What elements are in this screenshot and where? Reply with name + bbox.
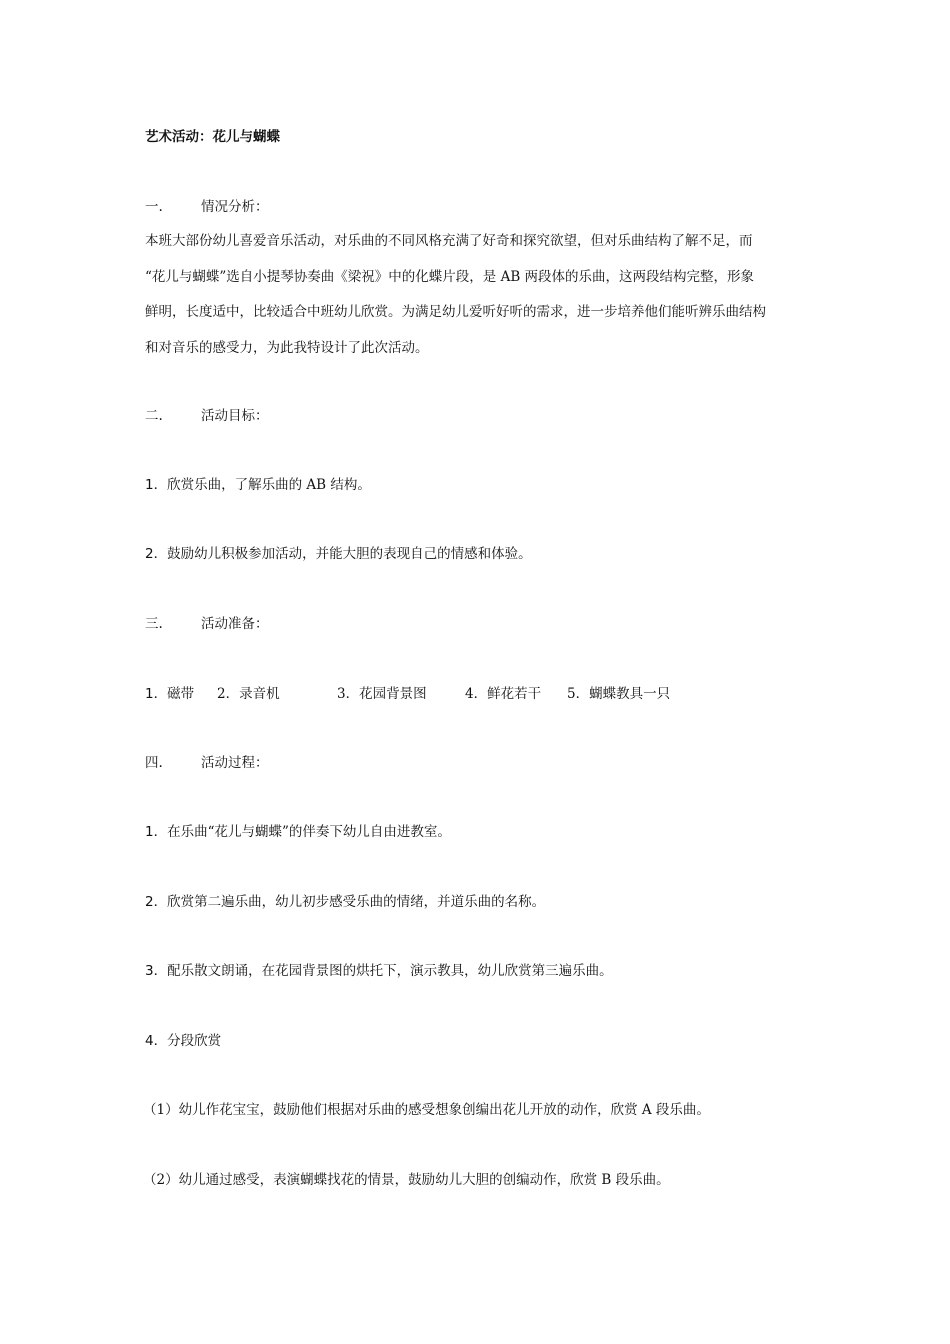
process-item <box>145 823 451 841</box>
item-text: 花园背景图 <box>359 686 427 702</box>
item-text: 配乐散文朗诵，在花园背景图的烘托下，演示教具，幼儿欣赏第三遍乐曲。 <box>167 963 613 979</box>
item-number: 4． <box>145 1033 168 1049</box>
section-heading-goals <box>145 407 269 425</box>
item-number: 3． <box>145 963 168 979</box>
paragraph-line: 鲜明，长度适中，比较适合中班幼儿欣赏。为满足幼儿爱听好听的需求，进一步培养他们能听辨乐曲结构 <box>145 304 766 320</box>
item-number: 1． <box>145 686 168 702</box>
item-number: 4． <box>465 686 488 702</box>
section-title: 活动目标： <box>201 408 269 424</box>
goal-item <box>145 476 371 494</box>
section-heading-process <box>145 754 269 772</box>
preparation-item <box>145 685 194 703</box>
item-number: 1． <box>145 477 168 493</box>
subitem-text: 幼儿作花宝宝，鼓励他们根据对乐曲的感受想象创编出花儿开放的动作，欣赏 A 段乐曲。 <box>178 1102 710 1118</box>
item-text: 蝴蝶教具一只 <box>589 686 671 702</box>
subitem-number: （2） <box>143 1172 179 1188</box>
subitem-text: 幼儿通过感受，表演蝴蝶找花的情景，鼓励幼儿大胆的创编动作，欣赏 B 段乐曲。 <box>178 1172 670 1188</box>
item-number: 5． <box>567 686 590 702</box>
item-text: 磁带 <box>167 686 195 702</box>
preparation-item <box>465 685 541 703</box>
situation-paragraph <box>145 224 805 366</box>
section-number: 四. <box>145 755 163 771</box>
process-item <box>145 962 613 980</box>
process-subitem <box>143 1171 670 1189</box>
section-number: 一. <box>145 199 163 215</box>
item-number: 2． <box>217 686 240 702</box>
section-heading-situation <box>145 198 269 216</box>
section-number: 二. <box>145 408 163 424</box>
process-item <box>145 1032 221 1050</box>
document-title: 艺术活动：花儿与蝴蝶 <box>145 129 280 145</box>
preparation-item <box>567 685 670 703</box>
item-number: 2． <box>145 894 168 910</box>
preparation-list <box>145 685 745 703</box>
preparation-item <box>217 685 280 703</box>
subitem-number: （1） <box>143 1102 179 1118</box>
section-heading-preparation <box>145 615 269 633</box>
item-number: 3． <box>337 686 360 702</box>
section-title: 活动过程： <box>201 755 269 771</box>
item-text: 分段欣赏 <box>167 1033 222 1049</box>
section-number: 三. <box>145 616 163 632</box>
item-number: 1． <box>145 824 168 840</box>
item-text: 鲜花若干 <box>487 686 542 702</box>
item-number: 2． <box>145 546 168 562</box>
paragraph-line: 本班大部份幼儿喜爱音乐活动，对乐曲的不同风格充满了好奇和探究欲望，但对乐曲结构了解不足，而 <box>145 233 753 249</box>
item-text: 鼓励幼儿积极参加活动，并能大胆的表现自己的情感和体验。 <box>167 546 532 562</box>
item-text: 在乐曲“花儿与蝴蝶”的伴奏下幼儿自由进教室。 <box>167 824 451 840</box>
paragraph-line: 和对音乐的感受力，为此我特设计了此次活动。 <box>145 339 429 356</box>
preparation-item <box>337 685 427 703</box>
section-title: 情况分析： <box>201 199 269 215</box>
process-subitem <box>143 1101 710 1119</box>
item-text: 录音机 <box>239 686 280 702</box>
process-item <box>145 893 545 911</box>
paragraph-line: “花儿与蝴蝶”选自小提琴协奏曲《梁祝》中的化蝶片段，是 AB 两段体的乐曲，这两段结构完整，形象 <box>145 268 755 285</box>
item-text: 欣赏第二遍乐曲，幼儿初步感受乐曲的情绪，并道乐曲的名称。 <box>167 894 546 910</box>
section-title: 活动准备： <box>201 616 269 632</box>
goal-item <box>145 545 532 563</box>
item-text: 欣赏乐曲，了解乐曲的 AB 结构。 <box>167 477 371 493</box>
